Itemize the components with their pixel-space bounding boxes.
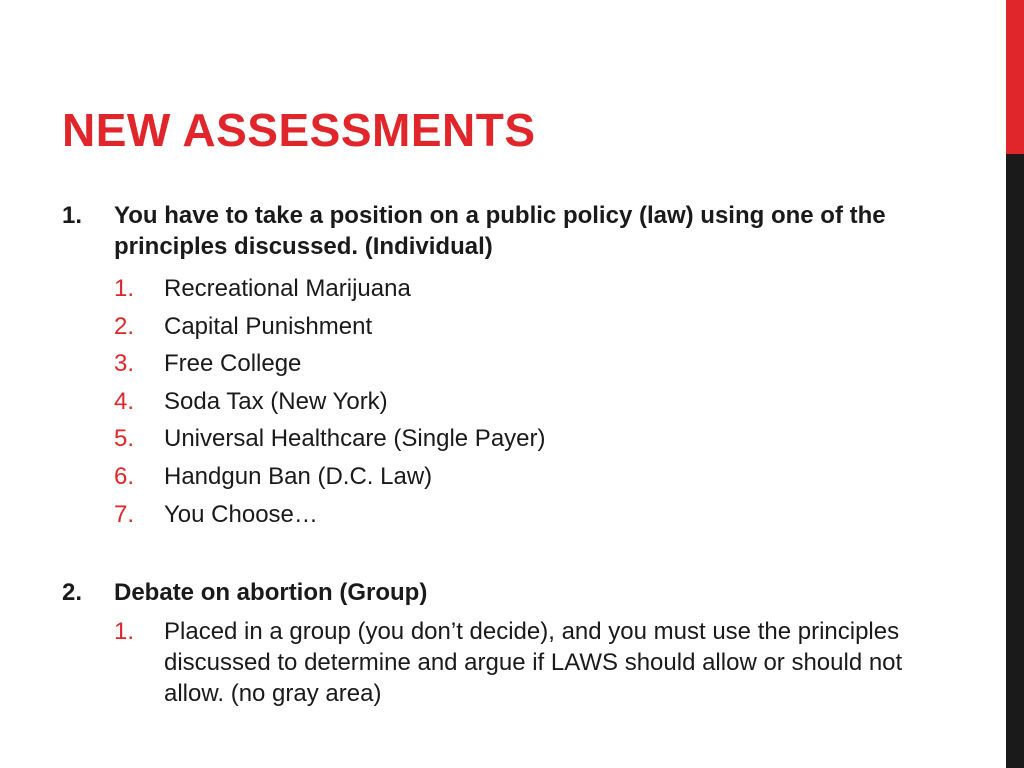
- subitem-text: You Choose…: [164, 500, 318, 528]
- list-item-2: [62, 577, 962, 608]
- list-item-1: [62, 200, 962, 262]
- subitem-number: 4.: [114, 387, 135, 415]
- item-number: 1.: [62, 202, 83, 229]
- sublist-1: [114, 270, 962, 533]
- sublist-item: [114, 308, 962, 346]
- subitem-number: 5.: [114, 425, 135, 453]
- item-number: 2.: [62, 579, 83, 607]
- sublist-item: [114, 496, 962, 534]
- subitem-text: Capital Punishment: [164, 312, 373, 340]
- subitem-text: Free College: [164, 350, 302, 378]
- item-text: Debate on abortion (Group): [114, 579, 428, 607]
- subitem-text: Recreational Marijuana: [164, 275, 411, 302]
- sublist-item: [114, 458, 962, 496]
- subitem-number: 3.: [114, 350, 135, 378]
- subitem-text: Handgun Ban (D.C. Law): [164, 462, 433, 490]
- accent-bar-dark: [1006, 154, 1024, 768]
- subitem-number: 7.: [114, 500, 135, 528]
- subitem-number: 2.: [114, 312, 135, 340]
- subitem-text: Placed in a group (you don’t decide), and you must use the principles discussed to determine and argue if LAWS should allow or should not allow. (no gray area): [164, 618, 903, 708]
- sublist-item: [114, 616, 962, 709]
- slide-title: NEW ASSESSMENTS: [62, 104, 536, 156]
- spacer: [62, 533, 962, 577]
- accent-bar-red: [1006, 0, 1024, 154]
- sublist-2: [114, 616, 962, 709]
- subitem-text: Universal Healthcare (Single Payer): [164, 425, 546, 453]
- sublist-item: [114, 383, 962, 421]
- sublist-item: [114, 270, 962, 308]
- item-text: You have to take a position on a public policy (law) using one of the principles discussed. (Individual): [114, 202, 886, 260]
- subitem-number: 6.: [114, 462, 135, 490]
- subitem-text: Soda Tax (New York): [164, 387, 388, 415]
- subitem-number: 1.: [114, 275, 135, 302]
- subitem-number: 1.: [114, 618, 135, 646]
- slide-content: [62, 200, 962, 709]
- sublist-item: [114, 420, 962, 458]
- sublist-item: [114, 345, 962, 383]
